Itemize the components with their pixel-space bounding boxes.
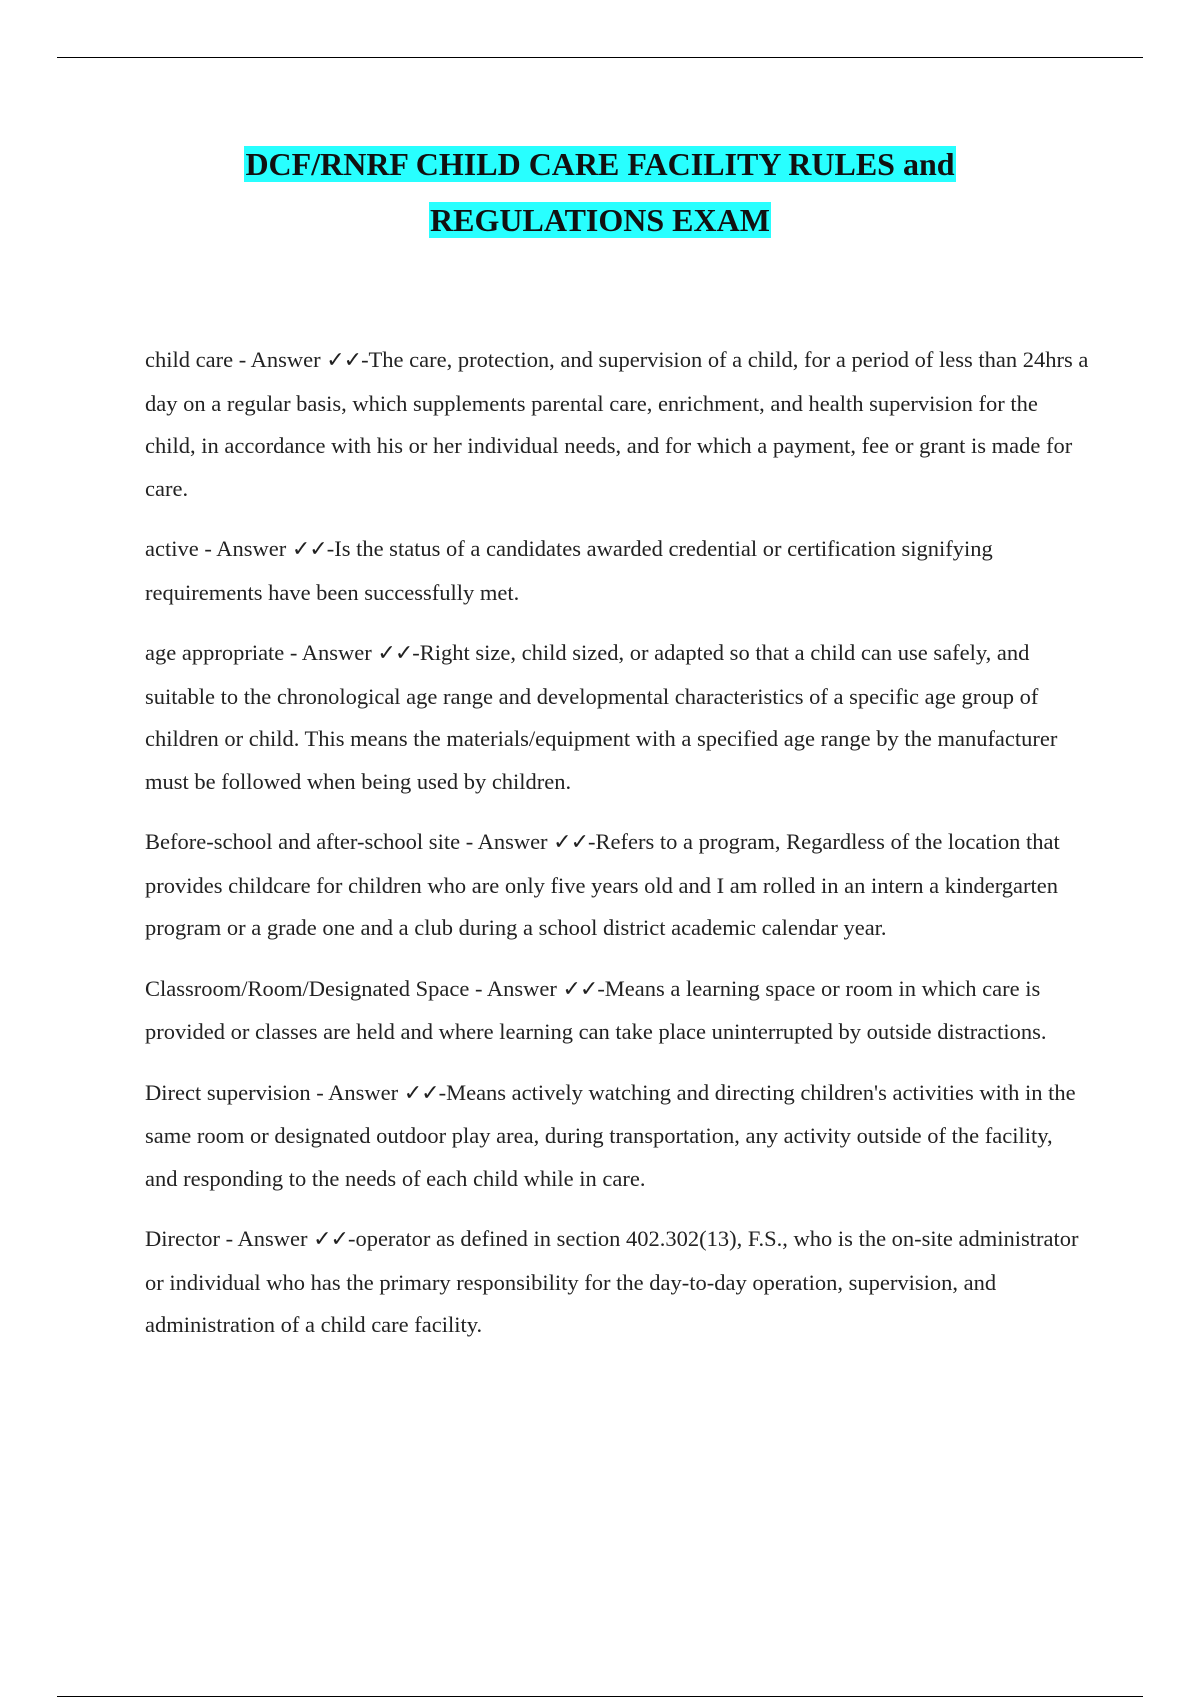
answer-separator: - Answer <box>219 1226 314 1251</box>
answer-separator: - Answer <box>469 975 563 1001</box>
answer-separator: - Answer <box>284 640 378 665</box>
term: Director <box>145 1226 220 1251</box>
answer-separator: - Answer <box>460 829 554 854</box>
double-check-icon: ✓✓ <box>291 537 327 562</box>
definition: -Means a learning space or room in which care is provided or classes are held and where learning can take place uninterrupted by outside distractions. <box>145 975 1047 1044</box>
definition: -operator as defined in section 402.302(13), F.S., who is the on-site administrator or individual who has the primary responsibility for the day-to-day operation, supervision, and administration of a child care facility. <box>145 1226 1079 1337</box>
bottom-rule <box>57 1696 1143 1697</box>
definition-entry <box>145 528 1090 614</box>
definition: -Is the status of a candidates awarded credential or certification signifying requirements have been successfully met. <box>145 536 993 605</box>
definition-entry <box>145 1218 1090 1347</box>
term: Direct supervision <box>145 1079 311 1105</box>
definition: -Refers to a program, Regardless of the location that provides childcare for children who are only five years old and I am rolled in an intern a kindergarten program or a grade one and a club during a school district academic calendar year. <box>145 829 1060 940</box>
answer-separator: - Answer <box>198 536 292 561</box>
answer-separator: - Answer <box>233 347 327 372</box>
double-check-icon: ✓✓ <box>553 830 589 855</box>
definition: -Means actively watching and directing children's activities with in the same room or designated outdoor play area, during transportation, any activity outside of the facility, and responding to the needs of each child while in care. <box>145 1079 1076 1191</box>
definition-entry <box>145 821 1090 950</box>
title-text-1: DCF/RNRF CHILD CARE FACILITY RULES and <box>245 146 955 182</box>
title-line-1 <box>0 136 1200 192</box>
definition-list <box>145 339 1090 1365</box>
term: child care <box>145 347 234 372</box>
top-rule <box>57 57 1143 58</box>
term: Classroom/Room/Designated Space <box>145 975 470 1001</box>
double-check-icon: ✓✓ <box>377 641 413 666</box>
term: Before-school and after-school site <box>145 829 461 854</box>
definition: -Right size, child sized, or adapted so that a child can use safely, and suitable to the chronological age range and developmental characteristics of a specific age group of children or child. This means the materials/equipment with a specified age range by the manufacturer must be followed when being used by children. <box>145 640 1058 794</box>
definition-entry <box>145 968 1090 1054</box>
double-check-icon: ✓✓ <box>313 1227 348 1252</box>
title-line-2 <box>0 192 1200 248</box>
definition: -The care, protection, and supervision of a child, for a period of less than 24hrs a day on a regular basis, which supplements parental care, enrichment, and health supervision for the child, in accordance with his or her individual needs, and for which a payment, fee or grant is made for care. <box>145 347 1089 501</box>
term: active <box>145 536 199 561</box>
definition-entry <box>145 339 1090 510</box>
double-check-icon: ✓✓ <box>326 348 362 373</box>
title-text-2: REGULATIONS EXAM <box>430 202 770 238</box>
definition-entry <box>145 632 1090 803</box>
answer-separator: - Answer <box>310 1079 404 1105</box>
definition-entry <box>145 1072 1090 1201</box>
double-check-icon: ✓✓ <box>403 1080 439 1106</box>
double-check-icon: ✓✓ <box>562 976 598 1002</box>
document-title <box>0 136 1200 248</box>
term: age appropriate <box>145 640 285 665</box>
